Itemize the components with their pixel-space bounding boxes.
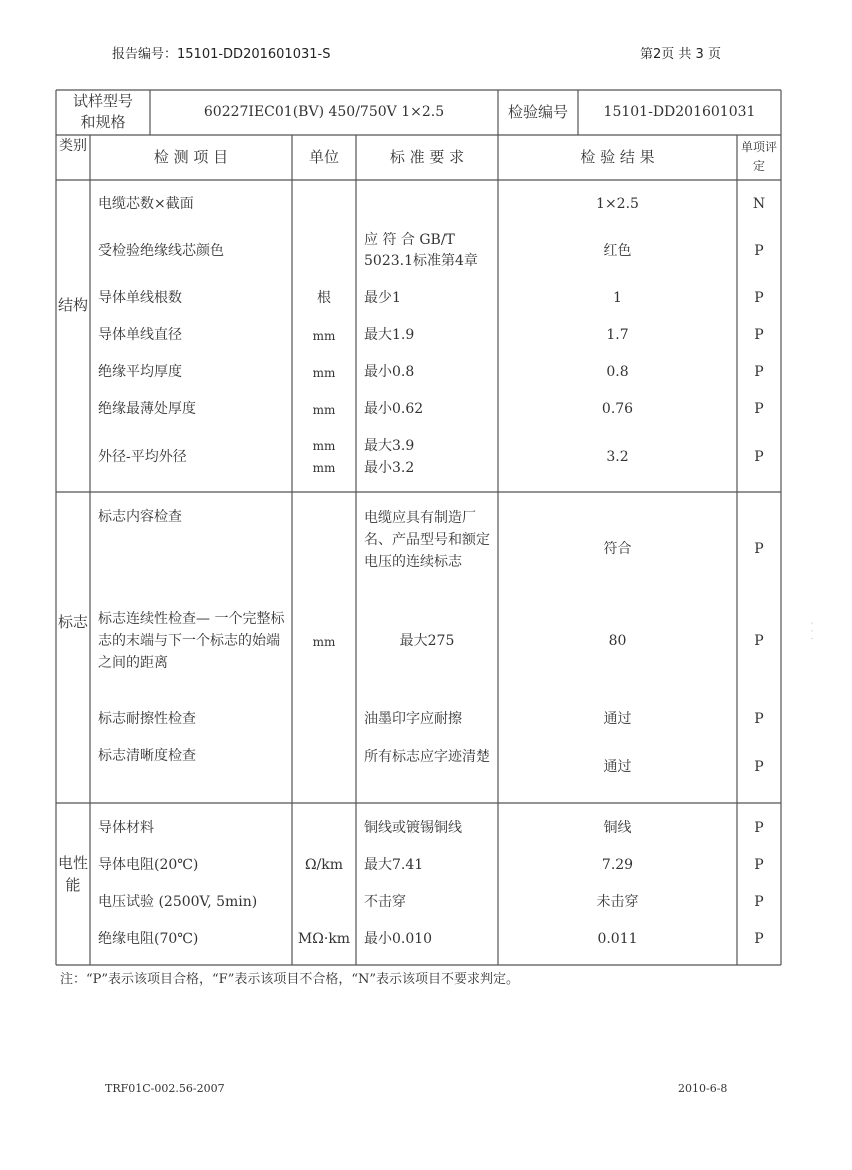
row-verdict: P [754, 820, 764, 836]
row-unit: MΩ·km [297, 931, 351, 947]
category-electrical: 电性能 [58, 854, 89, 894]
row-item: 受检验绝缘线芯颜色 [98, 243, 224, 259]
row-item: 电缆芯数×截面 [98, 196, 194, 212]
row-verdict: N [752, 196, 766, 212]
row-standard: 所有标志应字迹清楚 [364, 749, 490, 765]
row-standard: 不击穿 [364, 894, 406, 910]
page-indicator: 第2页 共 3 页 [640, 47, 721, 62]
row-unit: 根 [317, 290, 331, 306]
row-result: 1.7 [606, 327, 629, 343]
row-standard: 最大7.41 [364, 857, 424, 873]
row-result: 0.76 [601, 401, 634, 417]
row-verdict: P [754, 364, 764, 380]
row-verdict: P [754, 541, 764, 557]
col-item: 检 测 项 目 [153, 148, 229, 166]
row-verdict: P [754, 327, 764, 343]
row-standard: 最小0.010 [364, 931, 433, 947]
row-verdict: P [754, 290, 764, 306]
row-item: 标志清晰度检查 [98, 748, 196, 764]
row-item: 标志耐擦性检查 [98, 711, 196, 727]
row-item: 导体单线直径 [98, 327, 182, 343]
row-result: 铜线 [603, 820, 632, 836]
row-unit: mm [312, 403, 336, 417]
row-result: 未击穿 [596, 894, 639, 910]
row-standard: 最小0.8 [364, 364, 415, 380]
row-item: 导体材料 [98, 820, 154, 836]
row-result: 1×2.5 [596, 196, 639, 212]
row-item: 外径-平均外径 [98, 449, 187, 465]
row-result: 1 [613, 290, 622, 306]
inspection-no-label: 检验编号 [507, 103, 568, 121]
row-result: 红色 [603, 243, 632, 259]
row-result: 80 [608, 633, 627, 649]
row-item: 电压试验 (2500V, 5min) [98, 894, 258, 910]
row-unit: mm [312, 366, 336, 380]
model-value: 60227IEC01(BV) 450/750V 1×2.5 [203, 104, 445, 120]
report-number: 报告编号：15101-DD201601031-S [112, 47, 331, 62]
model-label: 试样型号和规格 [72, 92, 133, 131]
seal-stamp: · · · [808, 620, 818, 640]
row-verdict: P [754, 759, 764, 775]
row-verdict: P [754, 449, 764, 465]
category-structure: 结构 [58, 296, 89, 314]
row-item: 标志内容检查 [98, 509, 182, 525]
issue-date: 2010-6-8 [678, 1082, 728, 1095]
row-result: 符合 [603, 541, 632, 557]
row-item: 绝缘最薄处厚度 [98, 401, 196, 417]
row-verdict: P [754, 857, 764, 873]
row-unit: mm [312, 461, 336, 475]
row-standard: 最少1 [364, 290, 401, 306]
row-verdict: P [754, 243, 764, 259]
row-unit: mm [312, 635, 336, 649]
col-unit: 单位 [308, 148, 339, 166]
row-standard: 最小3.2 [364, 460, 415, 476]
row-verdict: P [754, 931, 764, 947]
row-unit: Ω/km [304, 857, 344, 873]
col-result: 检 验 结 果 [580, 148, 655, 166]
row-standard: 铜线或镀锡铜线 [364, 820, 462, 836]
form-number: TRF01C-002.56-2007 [105, 1082, 225, 1095]
row-result: 0.8 [606, 364, 629, 380]
row-item: 导体电阻(20℃) [98, 857, 199, 873]
row-unit: mm [312, 329, 336, 343]
row-verdict: P [754, 894, 764, 910]
row-result: 通过 [603, 711, 632, 727]
row-verdict: P [754, 633, 764, 649]
row-item: 标志连续性检查— 一个完整标志的末端与下一个标志的始端之间的距离 [98, 611, 285, 671]
row-standard: 最大275 [399, 633, 455, 649]
row-unit: mm [312, 439, 336, 453]
row-item: 绝缘电阻(70℃) [98, 931, 199, 947]
row-verdict: P [754, 711, 764, 727]
row-standard: 应 符 合 GB/T 5023.1标准第4章 [364, 232, 478, 269]
row-standard: 油墨印字应耐擦 [364, 711, 462, 727]
category-marking: 标志 [58, 613, 89, 631]
col-standard: 标 准 要 求 [389, 148, 465, 166]
row-verdict: P [754, 401, 764, 417]
row-standard: 最小0.62 [364, 401, 424, 417]
col-category: 类别 [59, 138, 87, 154]
col-verdict: 单项评定 [740, 140, 777, 173]
row-item: 绝缘平均厚度 [98, 364, 182, 380]
row-standard: 最大3.9 [364, 438, 415, 454]
row-result: 通过 [603, 759, 632, 775]
row-result: 0.011 [597, 931, 638, 947]
row-result: 7.29 [601, 857, 634, 873]
inspection-no-value: 15101-DD201601031 [603, 104, 756, 120]
row-standard: 电缆应具有制造厂名、产品型号和额定电压的连续标志 [364, 510, 490, 570]
footnote: 注：“P”表示该项目合格，“F”表示该项目不合格，“N”表示该项目不要求判定。 [60, 972, 520, 987]
row-result: 3.2 [606, 449, 629, 465]
row-standard: 最大1.9 [364, 327, 415, 343]
row-item: 导体单线根数 [98, 290, 182, 306]
